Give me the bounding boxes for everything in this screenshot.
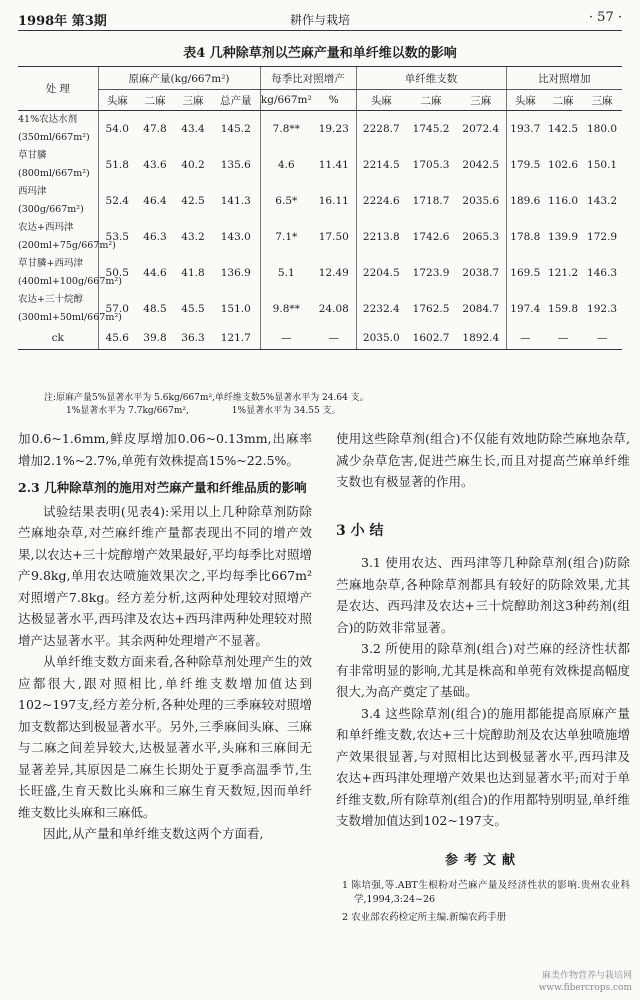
table-cell: 45.5 (181, 303, 205, 315)
treatment-dose: (300ml+50ml/667m²) (18, 312, 122, 323)
table-cell: 179.5 (506, 147, 544, 183)
sub-header: 二麻 (544, 90, 582, 111)
sub-header: 三麻 (582, 90, 622, 111)
table-cell: 121.7 (212, 327, 260, 350)
table-cell: 40.2 (181, 159, 205, 171)
group-header: 每季比对照增产 (260, 67, 356, 90)
sub-header: 二麻 (136, 90, 174, 111)
header-rule (18, 30, 622, 31)
table-cell: 36.3 (174, 327, 212, 350)
table-row (18, 147, 622, 165)
sub-header: 二麻 (406, 90, 456, 111)
table-cell: 197.4 (506, 291, 544, 327)
sub-header: 头麻 (98, 90, 136, 111)
section-heading: 2.3 几种除草剂的施用对苎麻产量和纤维品质的影响 (18, 480, 307, 495)
table-cell: 46.4 (143, 195, 167, 207)
paragraph: 试验结果表明(见表4):采用以上几种除草剂防除苎麻地杂草,对苎麻纤维产量都表现出不同的增产效果,以农达+三十烷醇增产效果最好,平均每季比对照增产9.8kg,单用农达喷施效果次之,平均每季比667m²对照增产7.8kg。经方差分析,这两种处理较对照增产达极显著水平,西玛津及农达+西玛津两种处理较对照增产达显著水平。其余两种处理增产不显著。 (18, 503, 312, 648)
treatment-dose: (800ml/667m²) (18, 168, 90, 179)
table-cell: 143.0 (220, 231, 251, 243)
results-table (18, 66, 622, 350)
table-cell: 192.3 (587, 303, 618, 315)
table-row-ck (18, 327, 622, 350)
table-cell: 1723.9 (412, 267, 450, 279)
table-cell: 141.3 (220, 195, 251, 207)
table-cell: 48.5 (143, 303, 167, 315)
sub-header: 总产量 (212, 90, 260, 111)
table-cell: 142.5 (548, 123, 579, 135)
paragraph: 3.4 这些除草剂(组合)的施用都能提高原麻产量和单纤维支数,农达+三十烷醇助剂及农达单独喷施增产效果很显著,与对照相比达到极显著水平,西玛津及农达+西玛津处理增产效果也达到显著水平;而对于单纤维支数,所有除草剂(组合)的作用都特别明显,单纤维支数增加值达到102~197支。 (336, 705, 630, 828)
table-cell: 139.9 (548, 231, 579, 243)
table-cell: 189.6 (506, 183, 544, 219)
table-cell: 47.8 (143, 123, 167, 135)
treatment-dose: (400ml+100g/667m²) (18, 276, 122, 287)
table-cell: — (582, 327, 622, 350)
table-cell: 7.1* (260, 219, 312, 255)
table-cell: 12.49 (318, 267, 349, 279)
treatment-name: 农达+西玛津 (18, 222, 74, 233)
sub-header: kg/667m² (260, 90, 312, 111)
table-cell: — (544, 327, 582, 350)
table-cell: 2214.5 (356, 147, 406, 183)
table-cell: 39.8 (136, 327, 174, 350)
sub-header: 三麻 (174, 90, 212, 111)
right-column (336, 428, 630, 929)
table-cell: 2072.4 (462, 123, 500, 135)
table-cell: 42.5 (181, 195, 205, 207)
journal-section: 耕作与栽培 (289, 13, 350, 27)
treatment-name: 农达+三十烷醇 (18, 294, 83, 305)
paragraph: 因此,从产量和单纤维支数这两个方面看, (43, 826, 264, 841)
table-cell: 45.6 (98, 327, 136, 350)
table-row (18, 219, 622, 237)
watermark-line: 麻类作物营养与栽培网 (541, 971, 632, 981)
treatment-dose: (350ml/667m²) (18, 132, 90, 143)
table-cell: 19.23 (318, 123, 349, 135)
sub-header: 头麻 (506, 90, 544, 111)
reference-item: 1 陈培强,等.ABT生根粉对苎麻产量及经济性状的影响.贵州农业科学,1994,3:24~26 (342, 880, 630, 905)
table-cell: 1892.4 (456, 327, 506, 350)
table-cell: 43.6 (143, 159, 167, 171)
paragraph: 3.1 使用农达、西玛津等几种除草剂(组合)防除苎麻地杂草,各种除草剂都具有较好的防除效果,尤其是农达、西玛津及农达+三十烷醇助剂这3种药剂(组合)的防效非常显著。 (336, 555, 630, 635)
table-cell: 150.1 (587, 159, 618, 171)
table-cell: 4.6 (260, 147, 312, 183)
table-cell: 116.0 (548, 195, 579, 207)
paragraph: 从单纤维支数方面来看,各种除草剂处理产生的效应都很大,跟对照相比,单纤维支数增加值达到102~197支,经方差分析,各种处理的三季麻较对照增加支数都达到极显著水平。另外,三季麻间头麻、三麻与二麻之间差异较大,达极显著水平,头麻和三麻间无显著差异,其原因是二麻生长期处于夏季高温季节,生长旺盛,生育天数比头麻和三麻生育天数短,因而单纤维支数比头麻和三麻低。 (18, 654, 312, 820)
table-cell: 17.50 (318, 231, 349, 243)
left-column (18, 428, 312, 845)
table-cell: 143.2 (587, 195, 618, 207)
sub-header: 三麻 (456, 90, 506, 111)
table-cell: 151.0 (220, 303, 251, 315)
table-cell: 178.8 (506, 219, 544, 255)
table-cell: 102.6 (548, 159, 579, 171)
table-cell: 2232.4 (356, 291, 406, 327)
note-line: 1%显著水平为 7.7kg/667m², 1%显著水平为 34.55 支。 (66, 406, 341, 416)
references-heading: 参考文献 (444, 852, 521, 868)
table-cell: — (260, 327, 312, 350)
table-cell: 1762.5 (412, 303, 450, 315)
table-cell: 193.7 (506, 111, 544, 148)
table-cell: 135.6 (220, 159, 251, 171)
table-cell: 1705.3 (412, 159, 450, 171)
watermark-line: www.fibercrops.com (538, 983, 632, 993)
table-cell: 7.8** (260, 111, 312, 148)
table-cell: 57.0 (98, 291, 136, 327)
sub-header: 头麻 (356, 90, 406, 111)
table-cell: — (506, 327, 544, 350)
treatment-name: ck (18, 327, 98, 350)
table-cell: 1718.7 (412, 195, 450, 207)
table-cell: 11.41 (318, 159, 349, 171)
table-cell: 44.6 (143, 267, 167, 279)
table-cell: 2224.6 (356, 183, 406, 219)
table-cell: 53.5 (98, 219, 136, 255)
reference-item: 2 农业部农药检定所主编.新编农药手册 (342, 912, 507, 923)
table-cell: 1745.2 (412, 123, 450, 135)
table-caption: 表4 几种除草剂以苎麻产量和单纤维以数的影响 (183, 46, 457, 61)
table-cell: 172.9 (587, 231, 618, 243)
paragraph: 使用这些除草剂(组合)不仅能有效地防除苎麻地杂草,减少杂草危害,促进苎麻生长,而且对提高苎麻单纤维支数也有极显著的作用。 (336, 431, 630, 489)
table-cell: 1742.6 (412, 231, 450, 243)
treatment-name: 草甘膦+西玛津 (18, 258, 83, 269)
table-row (18, 255, 622, 273)
table-cell: 50.5 (98, 255, 136, 291)
group-header: 原麻产量(kg/667m²) (98, 67, 260, 90)
table-cell: 54.0 (98, 111, 136, 148)
table-cell: 169.5 (506, 255, 544, 291)
table-cell: 136.9 (220, 267, 251, 279)
table-note (44, 392, 369, 418)
table-cell: 46.3 (143, 231, 167, 243)
page-number: · 57 · (588, 10, 622, 25)
table-row (18, 183, 622, 201)
group-header: 单纤维支数 (356, 67, 506, 90)
watermark (539, 970, 632, 994)
issue-label: 1998年 第3期 (18, 14, 107, 29)
section-heading: 3 小 结 (336, 522, 384, 539)
table-sub-header (18, 90, 622, 111)
table-cell: 43.2 (181, 231, 205, 243)
table-cell: 9.8** (260, 291, 312, 327)
table-cell: 2042.5 (462, 159, 500, 171)
table-cell: 24.08 (318, 303, 349, 315)
table-cell: 159.8 (548, 303, 579, 315)
table-cell: 5.1 (260, 255, 312, 291)
treatment-name: 41%农达水剂 (18, 114, 78, 125)
table-cell: 145.2 (220, 123, 251, 135)
treatment-name: 西玛津 (18, 186, 47, 197)
table-cell: 2228.7 (356, 111, 406, 148)
treatment-name: 草甘膦 (18, 150, 47, 161)
table-cell: 121.2 (548, 267, 579, 279)
table-cell: — (312, 327, 356, 350)
table-cell: 2035.6 (462, 195, 500, 207)
note-line: 注:原麻产量5%显著水平为 5.6kg/667m²,单纤维支数5%显著水平为 24.64 支。 (44, 393, 369, 403)
treat-header: 处 理 (18, 67, 98, 111)
table-cell: 16.11 (318, 195, 349, 207)
table-cell: 52.4 (98, 183, 136, 219)
table-cell: 2204.5 (356, 255, 406, 291)
table-cell: 2065.3 (462, 231, 500, 243)
treatment-dose: (300g/667m²) (18, 204, 84, 215)
table-cell: 6.5* (260, 183, 312, 219)
table-cell: 41.8 (181, 267, 205, 279)
table-cell: 51.8 (98, 147, 136, 183)
table-cell: 2038.7 (462, 267, 500, 279)
treatment-dose: (200ml+75g/667m²) (18, 240, 116, 251)
group-header: 比对照增加 (506, 67, 622, 90)
table-row (18, 291, 622, 309)
sub-header: % (312, 90, 356, 111)
table-cell: 2213.8 (356, 219, 406, 255)
table-cell: 180.0 (587, 123, 618, 135)
table-group-header (18, 67, 622, 90)
paragraph: 加0.6~1.6mm,鲜皮厚增加0.06~0.13mm,出麻率增加2.1%~2.7%,单蔸有效株提高15%~22.5%。 (18, 431, 312, 468)
table-row (18, 111, 622, 130)
table-cell: 2084.7 (462, 303, 500, 315)
paragraph: 3.2 所使用的除草剂(组合)对苎麻的经济性状都有非常明显的影响,尤其是株高和单蔸有效株提高幅度很大,为高产奠定了基础。 (336, 641, 630, 699)
page-header (18, 8, 622, 30)
table-cell: 1602.7 (406, 327, 456, 350)
table-cell: 2035.0 (356, 327, 406, 350)
table-cell: 43.4 (181, 123, 205, 135)
table-cell: 146.3 (587, 267, 618, 279)
